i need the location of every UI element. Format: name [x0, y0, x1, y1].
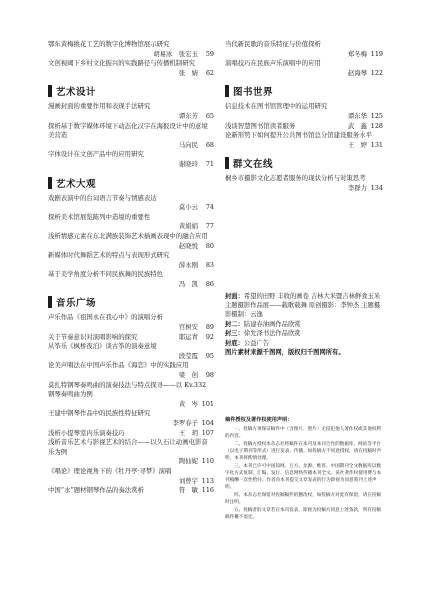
entry-meta: [48, 371, 214, 381]
section-title: 音乐广场: [56, 298, 97, 310]
entry-author: 马向民: [178, 140, 198, 149]
entry-title: 当代新民歌的音乐特征与价值探析: [225, 40, 321, 48]
toc-entry: [48, 232, 214, 251]
entry-title: 新媒体时代舞蹈艺术的特点与表现形式研究: [48, 251, 170, 260]
entry-title: 浅析情感元素在东北满族装饰艺术插画表现中的融合应用: [48, 231, 208, 240]
entry-meta: [48, 323, 214, 333]
entry-author: 冯 凯: [178, 279, 198, 288]
notice-paragraph: 五、投稿者的文章若在本刊发表，即视为投稿方同意上述条款，所有投稿稿件概不退还。: [225, 508, 382, 520]
entry-meta: [225, 184, 383, 194]
entry-author: 段莹霞: [178, 351, 198, 360]
section-header: [48, 84, 214, 98]
toc-entry: [48, 213, 214, 232]
toc-entry: [48, 429, 214, 439]
toc-entry: [48, 150, 214, 169]
entry-author: 符 敏: [178, 486, 198, 495]
entry-title: 戏剧表演中的台词语言节奏与情感表达: [48, 193, 157, 202]
entry-title: 声乐作品《祖国永在我心中》的演唱分析: [48, 313, 164, 322]
entry-meta: [48, 203, 214, 213]
entry-page: 59: [205, 49, 214, 58]
toc-entry: [48, 122, 214, 151]
entry-title: 漫画封面的重要作用和表现手法研究: [48, 102, 151, 111]
entry-page: 131: [370, 140, 383, 149]
entry-author: 王 婷: [347, 140, 367, 149]
entry-page: 116: [201, 486, 214, 495]
entry-meta: [48, 261, 214, 271]
entry-meta: [48, 352, 214, 362]
entry-meta: [48, 419, 214, 429]
section-header: [225, 84, 383, 98]
entry-page: 86: [205, 279, 214, 288]
cover-line-text: 徐允泽书法作品欣赏: [243, 330, 301, 338]
toc-entry: [48, 381, 214, 410]
entry-meta: [48, 280, 214, 290]
entry-author: 王 玥: [178, 428, 198, 437]
left-column: [48, 40, 214, 496]
entry-author: 赵海琴: [347, 68, 367, 77]
toc-entry: [48, 342, 214, 361]
entry-title: 文创视阈下乡村文化振兴的实践路径与传播机制研究: [48, 59, 195, 68]
toc-entry: [225, 102, 383, 121]
entry-author: 赵晓悦: [178, 241, 198, 250]
cover-line-label: 封二：: [225, 320, 244, 328]
entry-title: 从筝乐《枫桥夜泊》谈古筝的演奏意境: [48, 342, 157, 351]
cover-line: [225, 339, 383, 348]
entry-author: 黄 岑: [178, 399, 198, 408]
entry-title: 论新形势下如何提升公共图书馆总分馆建设服务水平: [225, 131, 372, 140]
left-sections: [48, 84, 214, 495]
notice-title: 稿件授权及著作权使用声明：: [225, 417, 293, 423]
entry-author: 张 婧: [178, 68, 198, 77]
notice-paragraph: 四、本杂志社保留对投稿稿件的删改权，如投稿方对此有保留，请在投稿时注明。: [225, 493, 382, 505]
entry-page: 122: [370, 68, 383, 77]
toc-entry: [48, 251, 214, 270]
entry-page: 125: [370, 111, 383, 120]
right-top-entries: [225, 40, 383, 78]
entry-page: 62: [205, 68, 214, 77]
toc-entry: [225, 131, 383, 150]
cover-line: [225, 329, 383, 338]
entry-title: 信息技术在图书馆管理中的运用研究: [225, 102, 328, 111]
notice-paragraph: 三、本刊已许可中国知网、万方、龙源、维普、中国期刊全文数据库以数字化方式复制、汇编、发行、信息网络传播本刊全文。该社著作权使用费与本刊稿酬一次性给付。作者向本刊提交文章发表的行为即视为同意我刊上述声明。: [225, 464, 382, 490]
entry-author: 谭东华: [347, 111, 367, 120]
entry-title: 浅谈智慧图书馆读者服务: [225, 121, 296, 130]
entry-page: 119: [370, 49, 383, 58]
toc-entry: [48, 40, 214, 59]
toc-entry: [48, 438, 214, 467]
entry-title: 浅析小提琴室内乐演奏技巧: [48, 428, 125, 437]
entry-author: 谭东芳: [178, 111, 198, 120]
entry-page: 134: [370, 183, 383, 192]
section-marker: [48, 177, 52, 189]
entry-title: 桐乡市摄影文化志愿者服务的现状分析与对策思考: [225, 174, 366, 183]
entry-page: 113: [201, 476, 214, 485]
cover-line-label: 封底：: [225, 339, 244, 347]
section-title: 群文在线: [233, 159, 274, 171]
entry-meta: [225, 141, 383, 151]
toc-entry: [48, 270, 214, 289]
entry-page: 128: [370, 121, 383, 130]
entry-title: 莫扎特钢琴奏鸣曲的演奏技法与特点探寻——以 Kv.332 钢琴奏鸣曲为例: [48, 380, 207, 399]
entry-author: 李罗春子: [172, 419, 198, 427]
entry-page: 71: [205, 159, 214, 168]
entry-title: 中国“水”题材钢琴作品的奏法赏析: [48, 486, 145, 495]
entry-title: 探析基于数字媒体环境下动态化汉字在海报设计中的意境美营造: [48, 121, 208, 140]
entry-meta: [48, 69, 214, 79]
entry-page: 68: [205, 140, 214, 149]
entry-meta: [48, 112, 214, 122]
entry-author: 胡易冰 张宏玉: [153, 49, 198, 58]
section-marker: [48, 85, 52, 97]
entry-meta: [48, 242, 214, 252]
entry-page: 110: [201, 457, 214, 466]
entry-author: 薛永刚: [178, 260, 198, 269]
entry-title: 演唱技巧在民族声乐演唱中的应用: [225, 59, 321, 68]
left-top-entries: [48, 40, 214, 78]
entry-page: 104: [201, 419, 214, 427]
entry-author: 梁 创: [178, 371, 198, 380]
entry-author: 黄娟娟: [178, 222, 198, 231]
cover-line-text: 陆建春油画作品欣赏: [243, 320, 301, 328]
entry-title: 鄂东黄梅挑花工艺的数字化博物馆展示研究: [48, 40, 170, 48]
toc-entry: [48, 409, 214, 428]
section-header: [48, 295, 214, 309]
entry-title: 关于节奏意识对演唱影响的探究: [48, 332, 138, 341]
entry-page: 107: [201, 428, 214, 437]
toc-entry: [225, 122, 383, 132]
toc-entry: [48, 194, 214, 213]
entry-meta: [48, 400, 214, 410]
section-header: [48, 176, 214, 190]
toc-entry: [48, 59, 214, 78]
toc-entry: [48, 313, 214, 332]
entry-page: 95: [205, 351, 214, 360]
entry-meta: [48, 222, 214, 232]
entry-page: 83: [205, 260, 214, 269]
entry-meta: [225, 112, 383, 122]
notice-paragraph: 一、投稿方须保证稿件中（含图片、照片）无侵犯他人著作权或其他权利的内容。: [225, 427, 382, 439]
section-marker: [225, 85, 229, 97]
toc-entry: [225, 40, 383, 59]
entry-title: 《唱论》理论视角下的《牡丹亭·寻梦》演唱: [48, 466, 172, 475]
entry-author: 武 鑫: [347, 121, 367, 130]
entry-title: 浅析音乐艺术与影视艺术的结合——以久石让动画电影音乐为例: [48, 438, 208, 456]
entry-author: 刘曾宇: [178, 476, 198, 485]
entry-meta: [225, 50, 383, 60]
cover-credits: [225, 292, 383, 358]
entry-title: 探析美术馆展览陈列中造境的重要性: [48, 212, 151, 221]
toc-entry: [225, 59, 383, 78]
cover-line: [225, 292, 383, 320]
entry-title: 论美声唱法在中国声乐作品《海恋》中的实践应用: [48, 361, 189, 370]
entry-meta: [48, 50, 214, 60]
section-title: 艺术大观: [56, 178, 97, 190]
toc-entry: [48, 102, 214, 121]
entry-page: 92: [205, 332, 214, 341]
right-sections: [225, 84, 383, 193]
cover-line-text: 公益广告: [243, 339, 270, 347]
notice-paragraph: 二、投稿方授权本杂志社将稿件在本刊及本刊合作的数据库、网站等平台（以电子期刊等形式）进行发表、传播。如投稿方不同意授权，请在投稿时声明，本刊将酌情处理。: [225, 442, 382, 461]
toc-entry: [48, 467, 214, 486]
entry-page: 98: [205, 371, 214, 380]
entry-author: 官树安: [178, 323, 198, 332]
entry-meta: [48, 141, 214, 151]
entry-page: 89: [205, 323, 214, 332]
cover-line-text: 希望的田野 丰收的画卷 吉林大米暨吉林鲜食玉米主题摄影作品展——载歌载舞 原创摄影：李钟杰 主题摄影摄制：云逸: [225, 292, 381, 319]
entry-author: 谢晓玲: [178, 159, 198, 168]
right-column: [225, 40, 383, 357]
section-header: [225, 156, 383, 170]
cover-line: [225, 320, 383, 329]
entry-meta: [48, 160, 214, 170]
toc-entry: [225, 174, 383, 193]
entry-title: 基于美学角度分析不同民族舞的民族特色: [48, 270, 164, 279]
toc-entry: [48, 486, 214, 496]
entry-meta: [48, 477, 214, 487]
entry-title: 字体设计在文创产品中的应用研究: [48, 150, 144, 159]
entry-author: 郑冬梅: [347, 49, 367, 58]
entry-page: 65: [205, 111, 214, 120]
section-marker: [48, 296, 52, 308]
section-marker: [225, 157, 229, 169]
entry-title: 王建中钢琴作品中的民族性特征研究: [48, 409, 151, 418]
section-title: 艺术设计: [56, 87, 97, 99]
cover-copyright-note: 图片素材来源千图网，版权归千图网所有。: [225, 348, 345, 356]
cover-line-label: 封三：: [225, 330, 244, 338]
entry-author: 李群力: [347, 183, 367, 192]
entry-author: 陶仙妮: [178, 457, 198, 466]
entry-meta: [225, 69, 383, 79]
entry-page: 74: [205, 203, 214, 212]
cover-line-label: 封面：: [225, 292, 244, 300]
entry-author: 莫小云: [178, 203, 198, 212]
section-title: 图书世界: [233, 87, 274, 99]
entry-author: 耶运青: [178, 332, 198, 341]
entry-page: 101: [201, 399, 214, 408]
toc-entry: [48, 361, 214, 380]
copyright-notice: [225, 416, 383, 522]
entry-meta: [48, 457, 214, 467]
toc-entry: [48, 333, 214, 343]
entry-page: 77: [205, 222, 214, 231]
entry-page: 80: [205, 241, 214, 250]
